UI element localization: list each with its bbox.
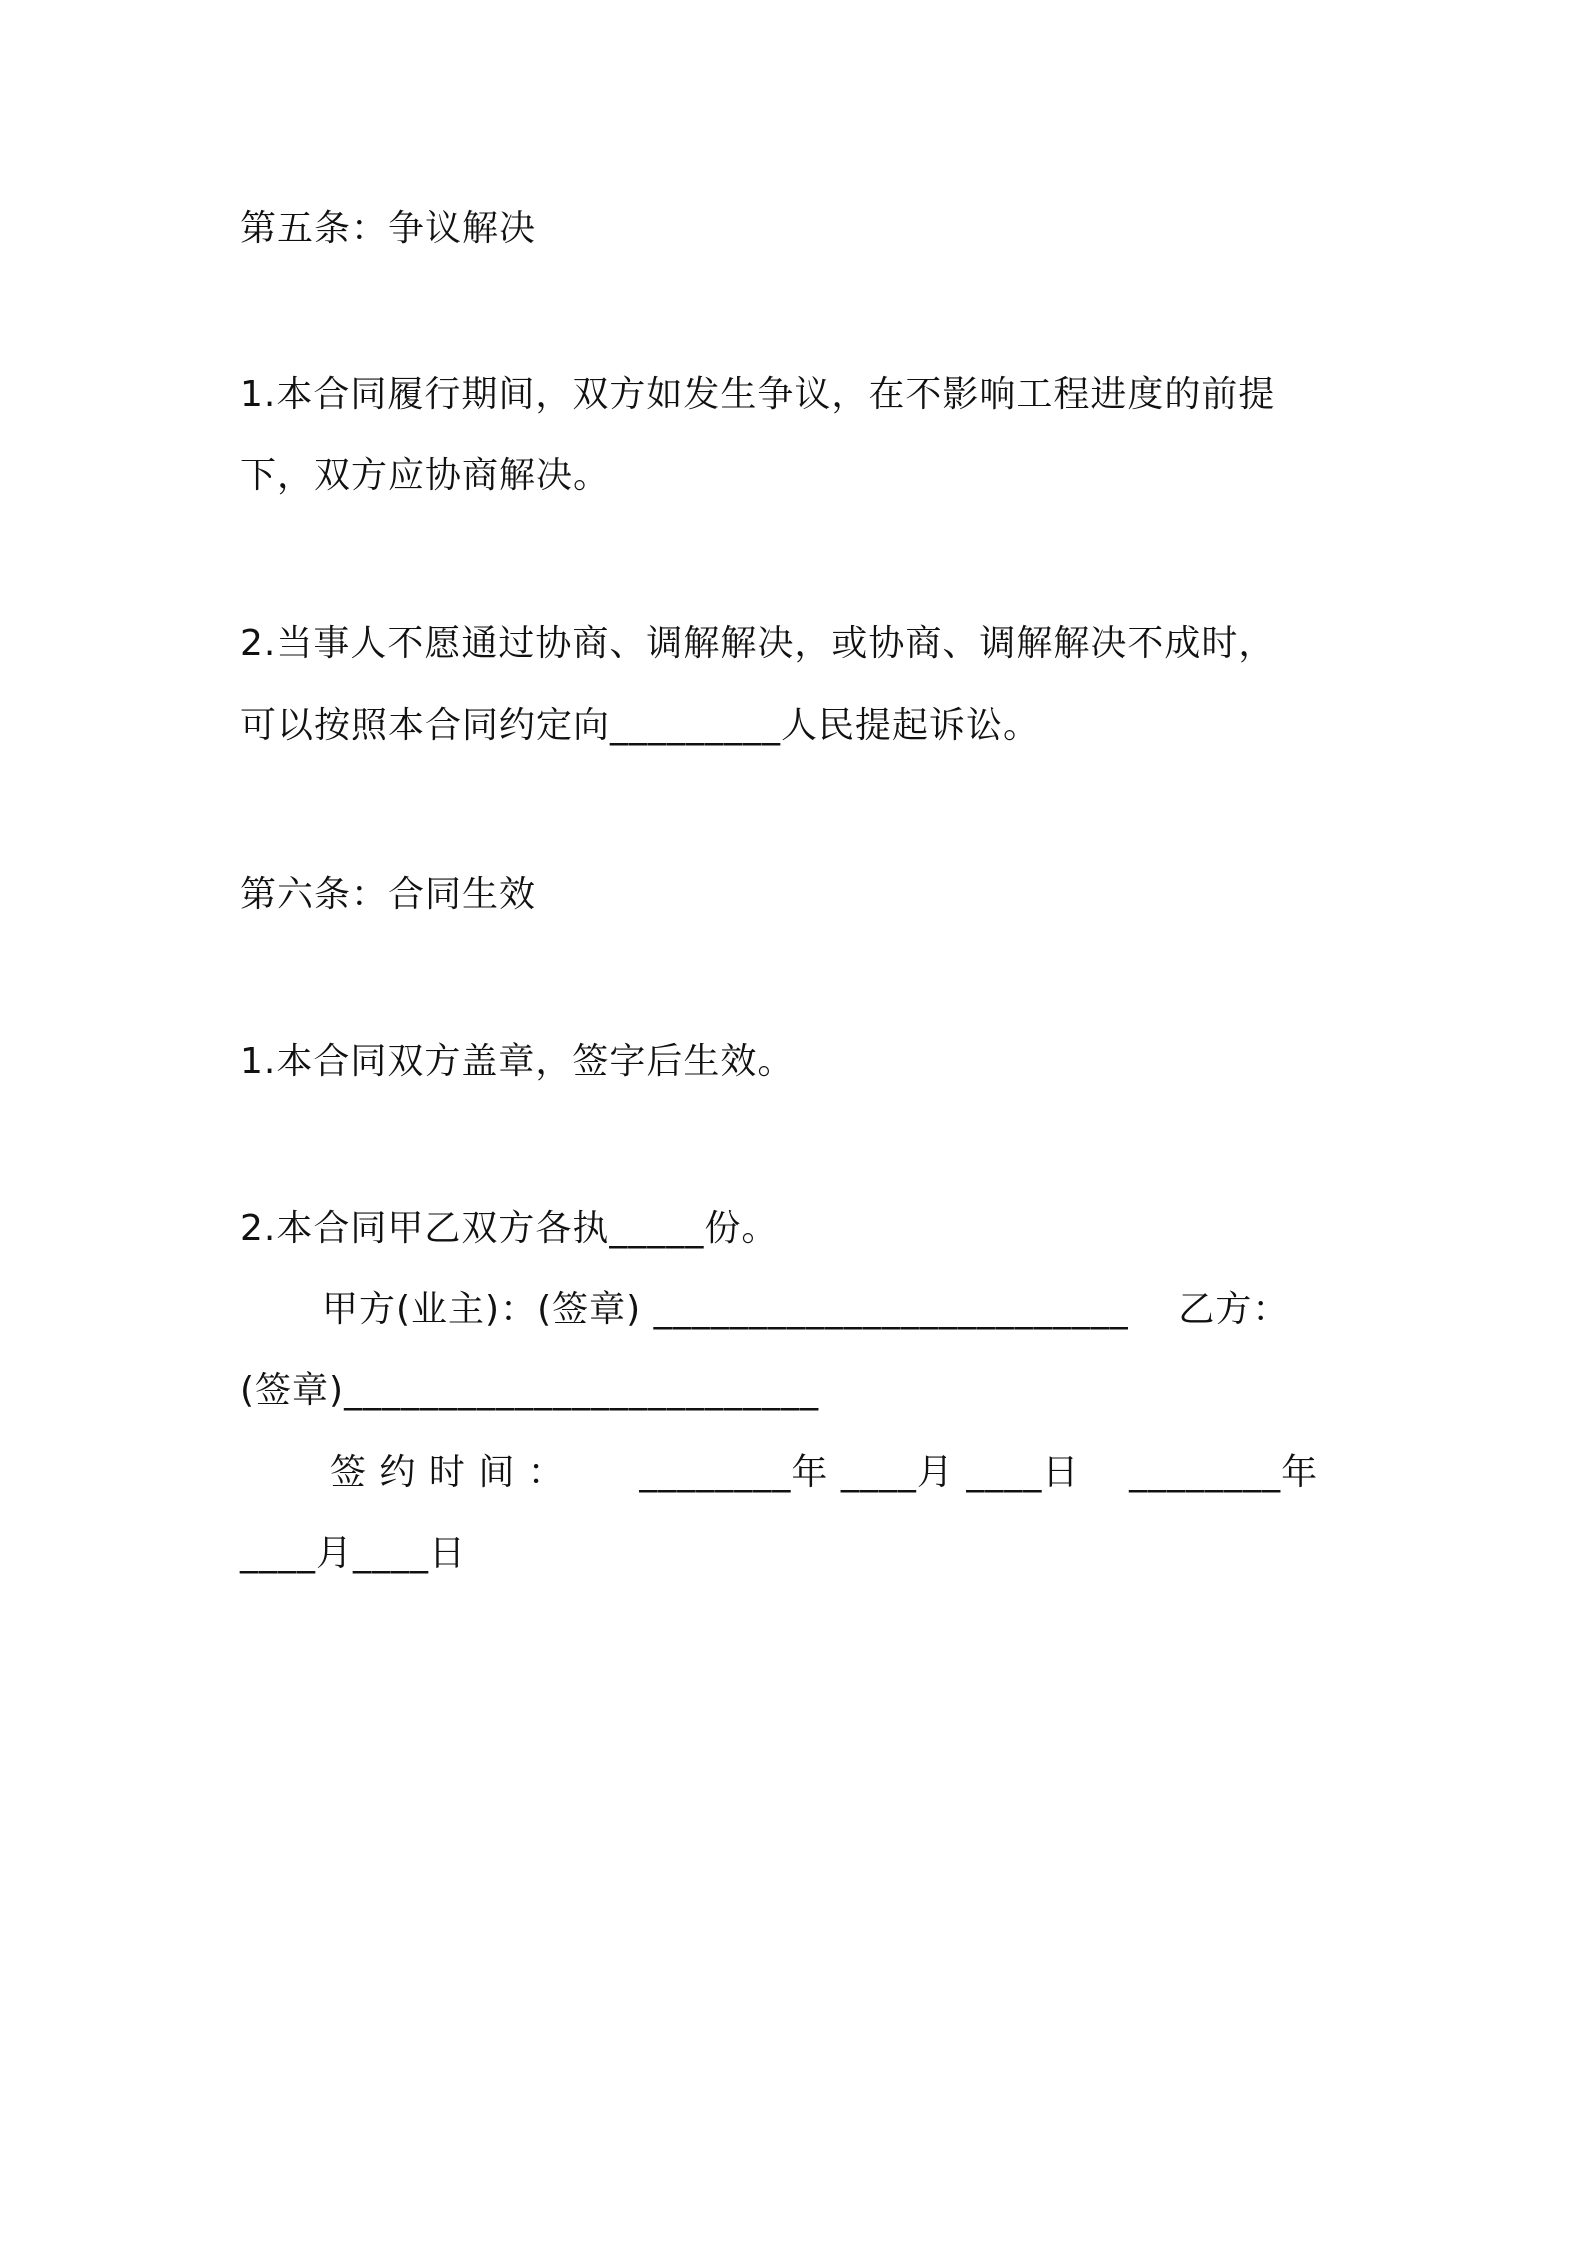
signing-date-line2: ____月____日 xyxy=(240,1533,467,1574)
article5-item1-line1: 1.本合同履行期间，双方如发生争议，在不影响工程进度的前提 xyxy=(240,374,1276,415)
article6-item1: 1.本合同双方盖章，签字后生效。 xyxy=(240,1041,795,1082)
article6-item2: 2.本合同甲乙双方各执_____份。 xyxy=(240,1208,779,1249)
article5-item2-line2: 可以按照本合同约定向_________人民提起诉讼。 xyxy=(240,705,1041,746)
article5-item2-line1: 2.当事人不愿通过协商、调解解决，或协商、调解解决不成时， xyxy=(240,623,1276,664)
party-b-signature-line: (签章)_________________________ xyxy=(240,1370,820,1411)
signing-date-line1: 签 约 时 间 ： ________年 ____月 ____日 ________年 xyxy=(330,1452,1319,1493)
article5-heading: 第五条：争议解决 xyxy=(240,208,537,249)
article6-heading: 第六条：合同生效 xyxy=(240,874,537,915)
party-a-signature-line: 甲方(业主)：(签章) _________________________ 乙方： xyxy=(322,1289,1290,1330)
article5-item1-line2: 下，双方应协商解决。 xyxy=(240,455,611,496)
